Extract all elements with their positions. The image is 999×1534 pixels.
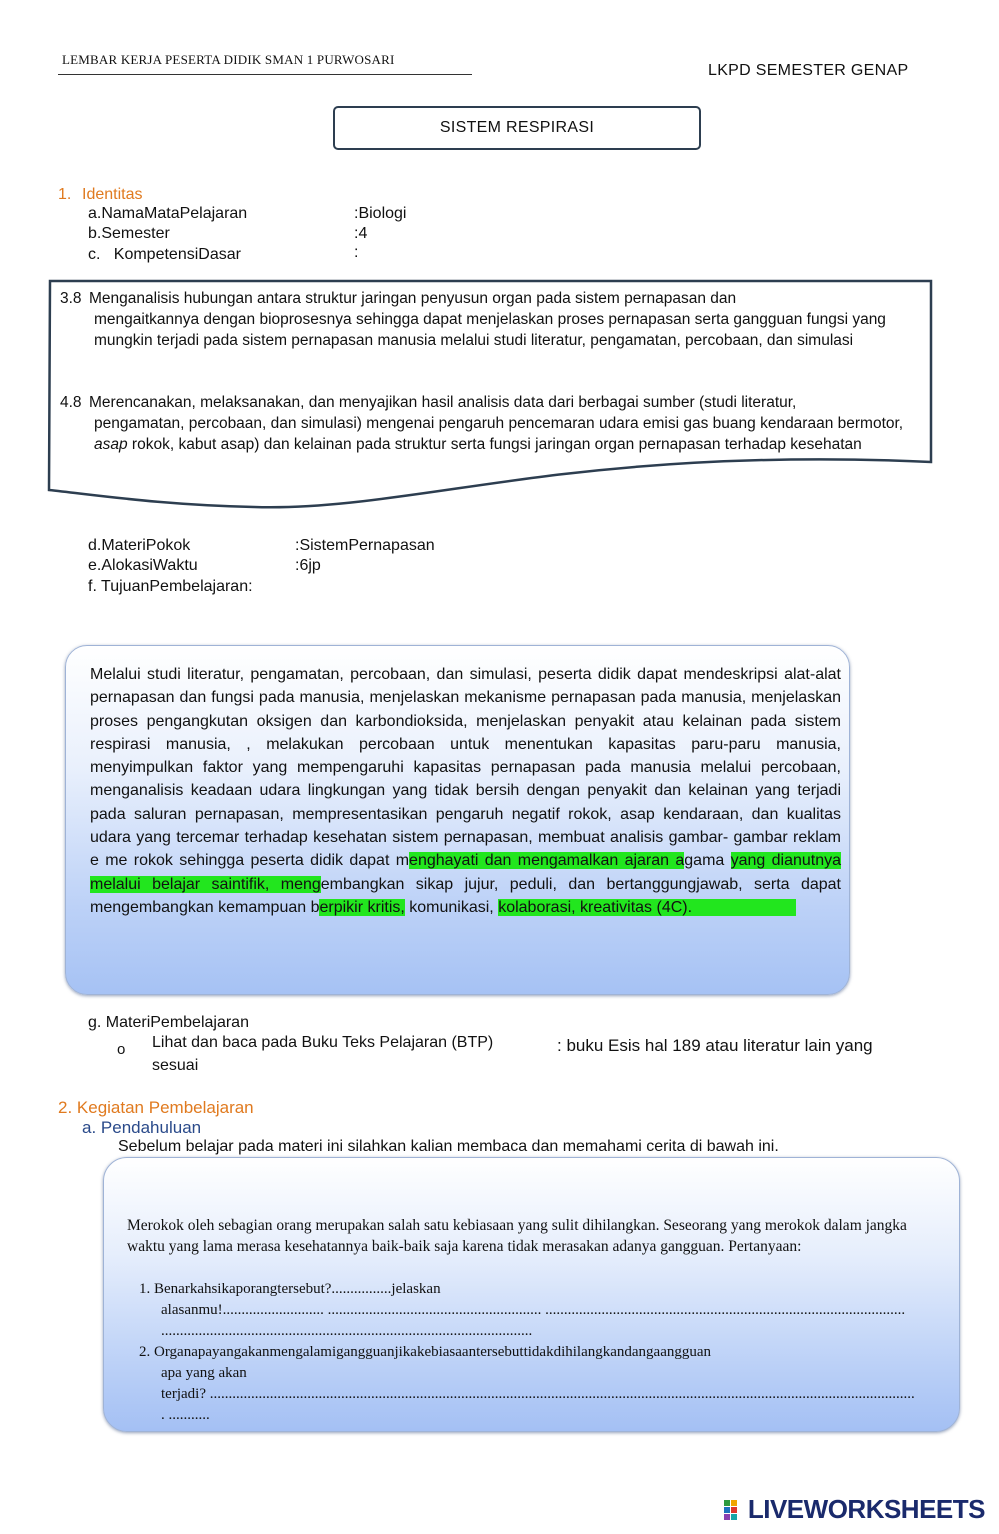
liveworksheets-logo-icon bbox=[724, 1499, 746, 1521]
page-title: SISTEM RESPIRASI bbox=[439, 119, 595, 136]
kd-4-8-line1: Merencanakan, melaksanakan, dan menyajikan hasil analisis data dari berbagai sumber (studi literatur, bbox=[89, 394, 797, 411]
tujuan-highlight-4: kolaborasi, kreativitas (4C). bbox=[498, 899, 796, 916]
identitas-label-kd: c. KompetensiDasar bbox=[88, 246, 241, 263]
identitas-value-materi: :SistemPernapasan bbox=[295, 537, 435, 554]
section-identitas-number: 1. bbox=[58, 186, 72, 203]
identitas-label-tujuan: f. TujuanPembelajaran: bbox=[88, 578, 253, 595]
question-2-line1: 2. Organapayangakanmengalamigangguanjikakebiasaantersebuttidakdihilangkandangaangguan bbox=[139, 1344, 712, 1360]
tujuan-text-b: gama bbox=[684, 852, 731, 870]
title-box bbox=[333, 106, 701, 150]
tujuan-highlight-2: yang dianutnya melalui belajar saintifik, meng bbox=[90, 852, 842, 893]
liveworksheets-logo-text: LIVEWORKSHEETS bbox=[747, 1494, 985, 1524]
section-identitas-heading: Identitas bbox=[82, 186, 143, 203]
kd-3-8 bbox=[60, 288, 910, 351]
materi-item: Lihat dan baca pada Buku Teks Pelajaran (BTP) bbox=[152, 1034, 494, 1051]
question-1-answer-line-2[interactable]: ................................................................................................... bbox=[161, 1323, 533, 1339]
document-header-left: LEMBAR KERJA PESERTA DIDIK SMAN 1 PURWOSARI bbox=[62, 52, 395, 67]
question-2-answer-line[interactable]: terjadi? ............................................................................................................................................................................................ bbox=[161, 1386, 915, 1402]
kd-3-8-line1: Menganalisis hubungan antara struktur jaringan penyusun organ pada sistem pernapasan dan bbox=[89, 290, 737, 307]
identitas-value-alokasi: :6jp bbox=[295, 557, 321, 574]
liveworksheets-logo bbox=[724, 1494, 985, 1525]
tujuan-text-c: embangkan sikap jujur, peduli, dan bertanggungjawab, serta dapat mengembangkan kemampuan b bbox=[90, 875, 841, 916]
identitas-label-alokasi: e.AlokasiWaktu bbox=[88, 557, 198, 574]
identitas-label-mapel: a.NamaMataPelajaran bbox=[88, 205, 248, 222]
document-header-right: LKPD SEMESTER GENAP bbox=[708, 62, 909, 79]
identitas-label-materi: d.MateriPokok bbox=[88, 537, 191, 554]
materi-heading: g. MateriPembelajaran bbox=[88, 1014, 249, 1031]
identitas-value-semester: :4 bbox=[354, 225, 368, 242]
tujuan-text-d: komunikasi, bbox=[404, 898, 499, 916]
kd-3-8-rest: mengaitkannya dengan bioprosesnya sehingga dapat menjelaskan proses pernapasan serta gangguan fungsi yang mungkin terjadi pada sistem pernapasan manusia melalui studi literatur, pengamatan, percobaan, dan simulasi bbox=[94, 311, 886, 349]
materi-item-cont: sesuai bbox=[152, 1057, 199, 1074]
question-2-answer-line-2[interactable]: . ........... bbox=[161, 1407, 210, 1423]
identitas-value-mapel: :Biologi bbox=[354, 205, 407, 222]
question-1-answer-line[interactable]: alasanmu!........................... ......................................................... ................................................................................................ bbox=[161, 1302, 906, 1318]
tujuan-text-a: Melalui studi literatur, pengamatan, percobaan, dan simulasi, peserta didik dapat mendeskripsi alat-alat pernapasan dan fungsi pada manusia, menjelaskan mekanisme pernapasan pada manusia, menjelaskan proses pengangkutan oksigen dan karbondioksida, menjelaskan penyakit atau kelainan pada sistem respirasi manusia, , melakukan percobaan untuk menentukan kapasitas paru-paru manusia, menyimpulkan faktor yang mempengaruhi kapasitas pernapasan pada manusia melalui percobaan, menganalisis keadaan udara lingkungan yang tidak bersih dengan penyakit dan kelainan yang terjadi pada saluran pernapasan, mempresentasikan pengaruh negatif rokok, asap kendaraan, dan kualitas udara yang tercemar terhadap kesehatan sistem pernapasan, membuat analisis gambar- gambar reklam e me rokok sehingga peserta didik dapat m bbox=[90, 666, 841, 870]
story-paragraph: Merokok oleh sebagian orang merupakan salah satu kebiasaan yang sulit dihilangkan. Seseorang yang merokok dalam jangka waktu yang lama merasa kesehatannya baik-baik saja karena tidak merasakan adanya gangguan. Pertanyaan: bbox=[127, 1217, 907, 1255]
story-text bbox=[127, 1215, 935, 1426]
kd-4-8-rest-a: pengamatan, percobaan, dan simulasi) mengenai pengaruh pencemaran udara emisi gas buang kendaraan bermotor, bbox=[94, 415, 904, 432]
kd-4-8-italic: asap bbox=[94, 436, 128, 453]
kd-3-8-number: 3.8 bbox=[60, 290, 82, 307]
tujuan-highlight-3: erpikir kritis, bbox=[319, 898, 405, 916]
question-1-line1: 1. Benarkahsikaporangtersebut?................jelaskan bbox=[139, 1281, 441, 1297]
kegiatan-subheading: a. Pendahuluan bbox=[82, 1118, 202, 1137]
tujuan-highlight-1: enghayati dan mengamalkan ajaran a bbox=[409, 852, 685, 870]
identitas-label-semester: b.Semester bbox=[88, 225, 170, 242]
header-underline bbox=[58, 74, 472, 75]
kd-4-8 bbox=[60, 392, 910, 455]
materi-bullet: o bbox=[117, 1041, 126, 1058]
tujuan-pembelajaran-text bbox=[90, 663, 841, 919]
question-2-line2: apa yang akan bbox=[161, 1365, 247, 1381]
kegiatan-intro: Sebelum belajar pada materi ini silahkan kalian membaca dan memahami cerita di bawah ini. bbox=[118, 1138, 779, 1155]
section-kegiatan-heading: 2. Kegiatan Pembelajaran bbox=[58, 1098, 254, 1117]
identitas-value-kd: : bbox=[354, 244, 359, 261]
kd-4-8-number: 4.8 bbox=[60, 394, 82, 411]
materi-item-value: : buku Esis hal 189 atau literatur lain yang bbox=[557, 1036, 873, 1055]
kd-4-8-rest-b: rokok, kabut asap) dan kelainan pada struktur serta fungsi jaringan organ pernapasan terhadap kesehatan bbox=[127, 436, 862, 453]
